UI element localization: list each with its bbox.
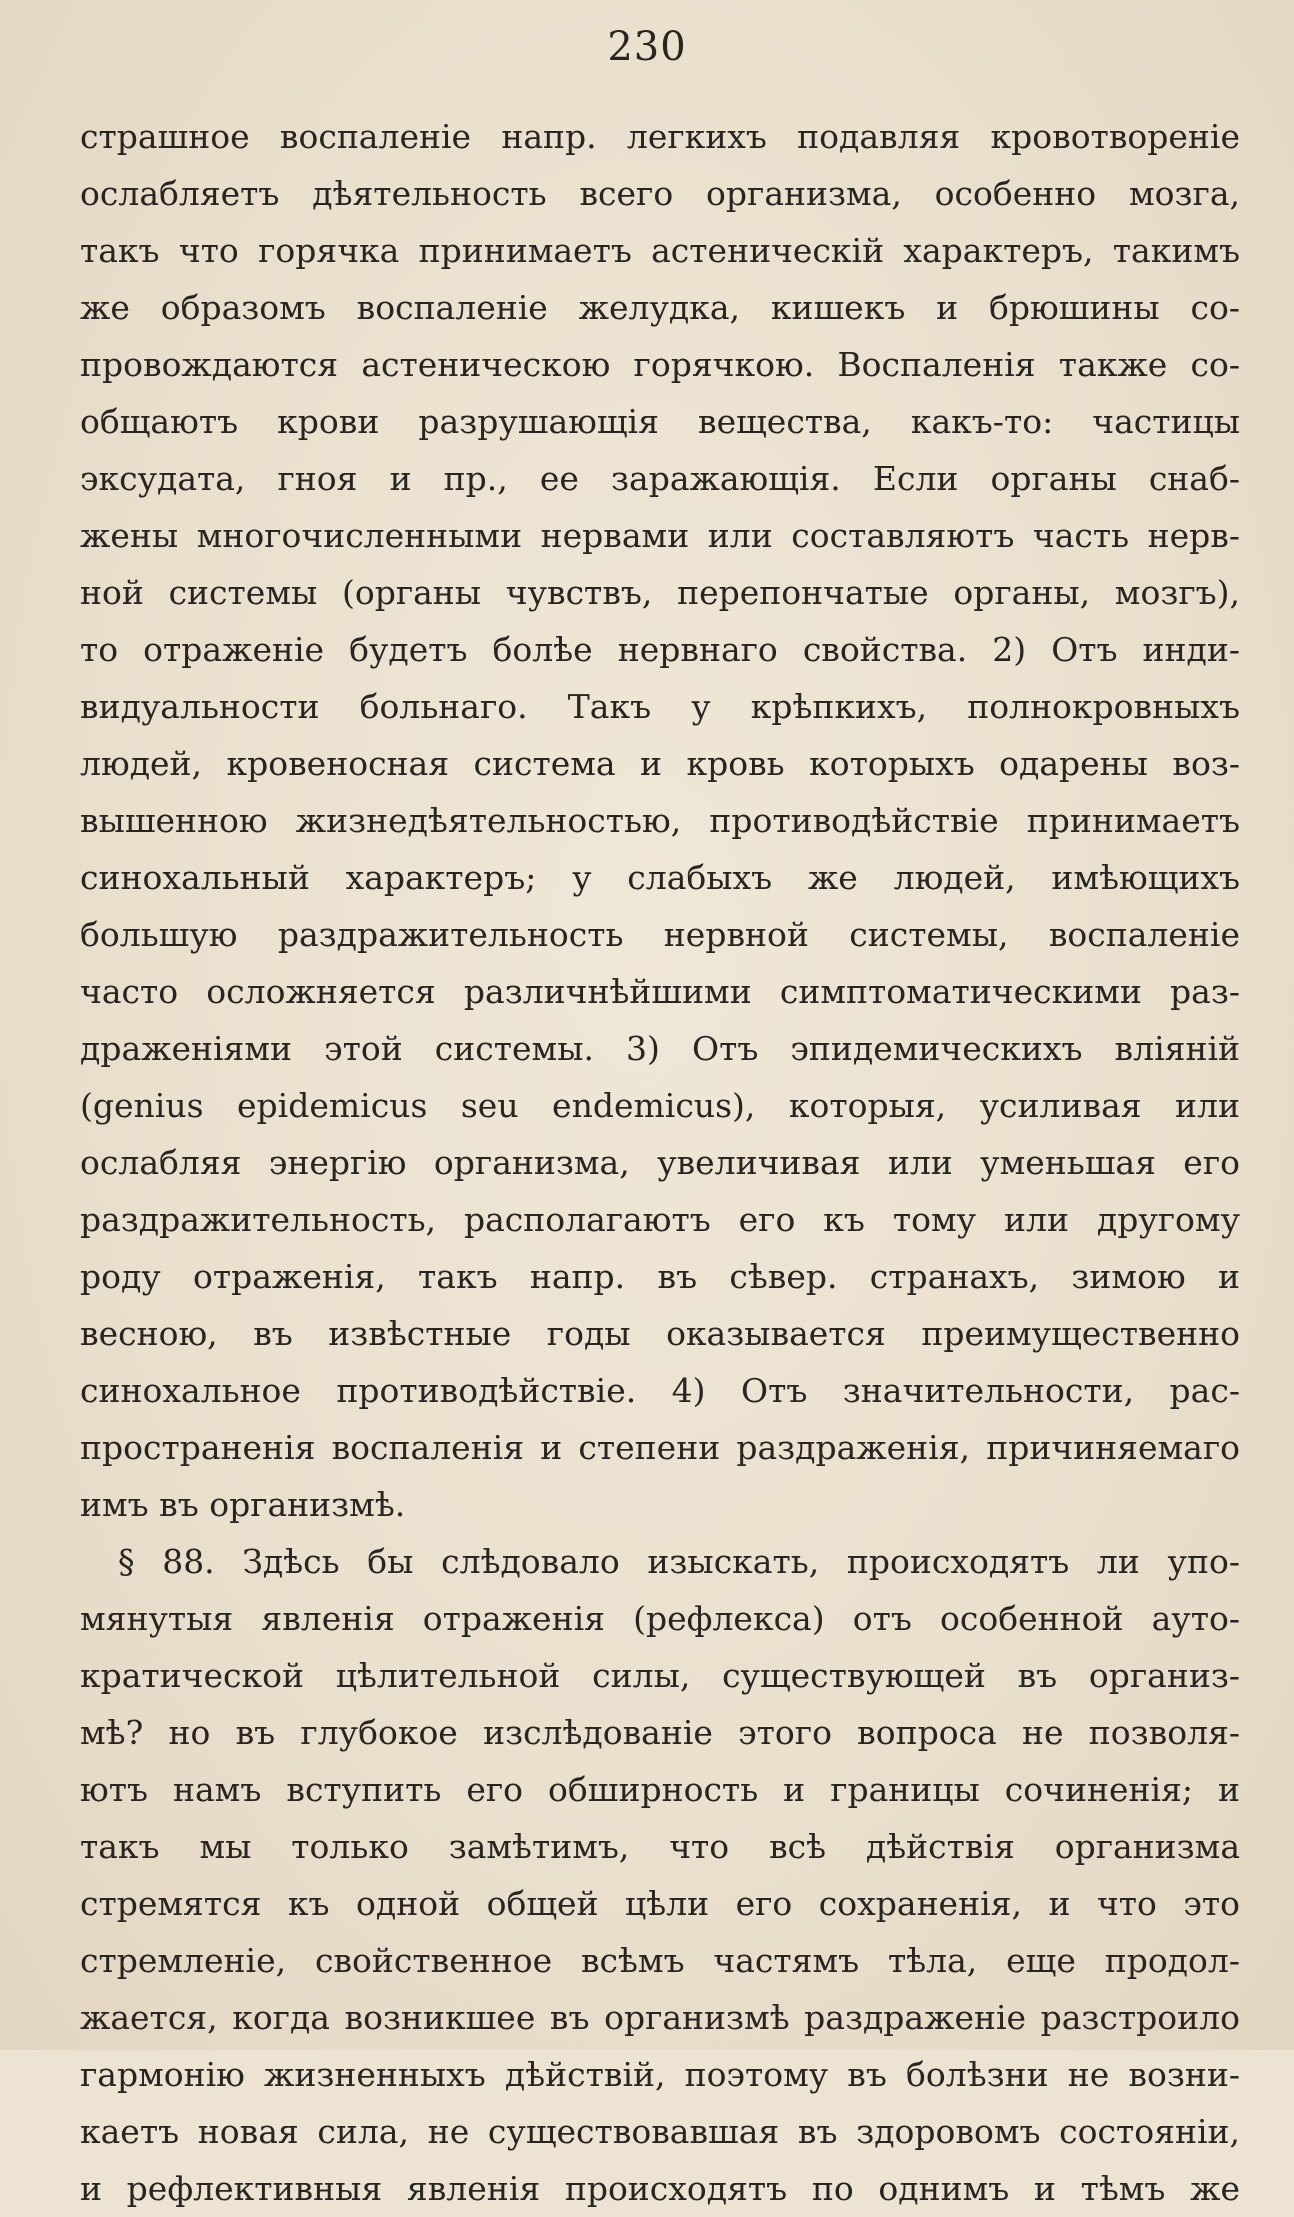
section-88-start: § 88. Здѣсь бы слѣдовало изыскать, происходятъ ли упо- xyxy=(118,1542,1240,1581)
text-line: страшное воспаленіе напр. легкихъ подавляя кровотвореніе xyxy=(80,117,1240,156)
text-line-paragraph-end: имъ въ организмѣ. xyxy=(80,1485,406,1524)
text-line: ослабляетъ дѣятельность всего организма, особенно мозга, xyxy=(80,174,1240,213)
text-line: роду отраженія, такъ напр. въ сѣвер. странахъ, зимою и xyxy=(80,1257,1240,1296)
text-line: ной системы (органы чувствъ, перепончатые органы, мозгъ), xyxy=(80,573,1240,612)
text-line: раздражительность, располагаютъ его къ тому или другому xyxy=(80,1200,1240,1239)
text-line: большую раздражительность нервной системы, воспаленіе xyxy=(80,915,1240,954)
text-line: каетъ новая сила, не существовавшая въ здоровомъ состояніи, xyxy=(80,2112,1240,2151)
text-line: стремленіе, свойственное всѣмъ частямъ тѣла, еще продол- xyxy=(80,1941,1240,1980)
text-line: же образомъ воспаленіе желудка, кишекъ и брюшины со- xyxy=(80,288,1240,327)
text-line: мянутыя явленія отраженія (рефлекса) отъ особенной ауто- xyxy=(80,1599,1240,1638)
text-line: мѣ? но въ глубокое изслѣдованіе этого вопроса не позволя- xyxy=(80,1713,1240,1752)
text-line: стремятся къ одной общей цѣли его сохраненія, и что это xyxy=(80,1884,1240,1923)
text-line: весною, въ извѣстные годы оказывается преимущественно xyxy=(80,1314,1240,1353)
text-line: и рефлективныя явленія происходятъ по однимъ и тѣмъ же xyxy=(80,2169,1240,2208)
text-line: часто осложняется различнѣйшими симптоматическими раз- xyxy=(80,972,1240,1011)
text-line: общаютъ крови разрушающія вещества, какъ-то: частицы xyxy=(80,402,1240,441)
page-number: 230 xyxy=(607,24,687,70)
text-line: жены многочисленными нервами или составляютъ часть нерв- xyxy=(80,516,1240,555)
text-line: гармонію жизненныхъ дѣйствій, поэтому въ болѣзни не возни- xyxy=(80,2055,1240,2094)
text-line: пространенія воспаленія и степени раздраженія, причиняемаго xyxy=(80,1428,1240,1467)
body-text xyxy=(80,108,1240,2217)
text-line: кратической цѣлительной силы, существующей въ организ- xyxy=(80,1656,1240,1695)
text-line: ослабляя энергію организма, увеличивая или уменьшая его xyxy=(80,1143,1240,1182)
text-line: синохальный характеръ; у слабыхъ же людей, имѣющихъ xyxy=(80,858,1240,897)
text-line: людей, кровеносная система и кровь которыхъ одарены воз- xyxy=(80,744,1240,783)
text-line: жается, когда возникшее въ организмѣ раздраженіе разстроило xyxy=(80,1998,1240,2037)
text-line: провождаются астеническою горячкою. Воспаленія также со- xyxy=(80,345,1240,384)
text-line: то отраженіе будетъ болѣе нервнаго свойства. 2) Отъ инди- xyxy=(80,630,1240,669)
text-line: ютъ намъ вступить его обширность и границы сочиненія; и xyxy=(80,1770,1240,1809)
text-line: такъ мы только замѣтимъ, что всѣ дѣйствія организма xyxy=(80,1827,1240,1866)
text-line: драженіями этой системы. 3) Отъ эпидемическихъ вліяній xyxy=(80,1029,1240,1068)
text-line: видуальности больнаго. Такъ у крѣпкихъ, полнокровныхъ xyxy=(80,687,1240,726)
text-line: синохальное противодѣйствіе. 4) Отъ значительности, рас- xyxy=(80,1371,1240,1410)
text-line: вышенною жизнедѣятельностью, противодѣйствіе принимаетъ xyxy=(80,801,1240,840)
text-line: такъ что горячка принимаетъ астеническій характеръ, такимъ xyxy=(80,231,1240,270)
text-line: эксудата, гноя и пр., ее заражающія. Если органы снаб- xyxy=(80,459,1240,498)
text-line: (genius epidemicus seu endemicus), которыя, усиливая или xyxy=(80,1086,1240,1125)
